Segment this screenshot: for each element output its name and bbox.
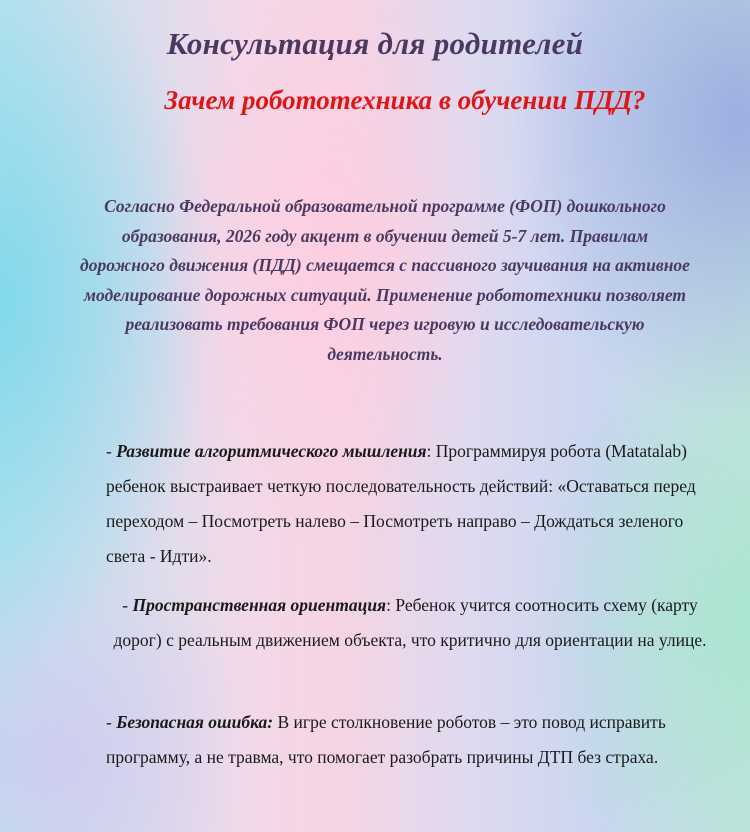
item-separator: : (426, 441, 436, 461)
item-prefix: - (106, 712, 117, 732)
benefit-item-algorithmic-thinking (106, 434, 706, 574)
page-subtitle: Зачем робототехника в обучении ПДД? (164, 85, 646, 115)
item-prefix: - (106, 441, 117, 461)
item-lead: Пространственная ориентация (132, 595, 387, 615)
item-text: В игре столкновение роботов – это повод исправить программу, а не травма, что помогает разобрать причины ДТП без страха. (106, 712, 666, 767)
page-title: Консультация для родителей (166, 26, 584, 61)
item-text: Ребенок учится соотносить схему (карту дорог) с реальным движением объекта, что критично для ориентации на улице. (113, 595, 707, 650)
benefit-item-safe-mistake (106, 705, 706, 775)
item-separator: : (386, 595, 396, 615)
benefit-item-spatial-orientation (105, 588, 715, 658)
item-text: Программируя робота (Matatalab) ребенок выстраивает четкую последовательность действий: «Оставаться перед переходом – Посмотреть налево – Посмотреть направо – Дождаться зеленого света - Идти». (106, 441, 696, 566)
item-prefix: - (122, 595, 133, 615)
item-lead: Безопасная ошибка: (116, 712, 274, 732)
intro-paragraph: Согласно Федеральной образовательной программе (ФОП) дошкольного образования, 2026 году акцент в обучении детей 5-7 лет. Правилам дорожного движения (ПДД) смещается с пассивного заучивания на активное моделирование дорожных ситуаций. Применение робототехники позволяет реализовать требования ФОП через игровую и исследовательскую деятельность. (80, 196, 690, 364)
item-lead: Развитие алгоритмического мышления (116, 441, 427, 461)
